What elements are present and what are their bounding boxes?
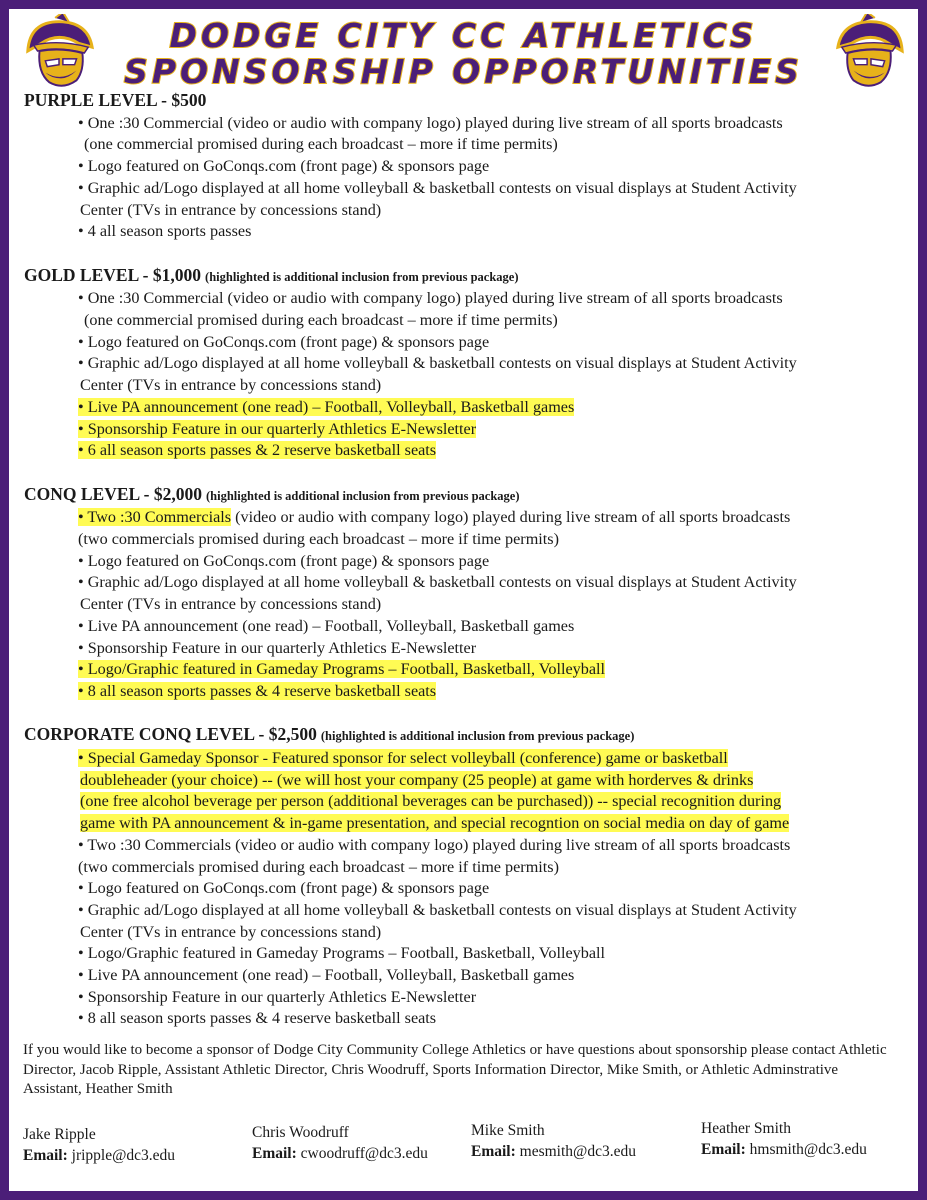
highlighted-text: • Logo/Graphic featured in Gameday Programs – Football, Basketball, Volleyball [78, 660, 606, 679]
benefit-item [24, 507, 904, 529]
benefit-text: (video or audio with company logo) played during live stream of all sports broadcasts [231, 508, 791, 527]
contact-name: Chris Woodruff [252, 1124, 349, 1141]
conquistador-mascot-icon [832, 14, 910, 92]
level-title: GOLD LEVEL - $1,000 [24, 264, 201, 285]
contact-name: Heather Smith [701, 1120, 791, 1137]
benefit-item: (two commercials promised during each broadcast – more if time permits) [78, 857, 559, 876]
contact-card [23, 1124, 175, 1166]
benefit-item: (one commercial promised during each broadcast – more if time permits) [84, 311, 558, 330]
level-note: (highlighted is additional inclusion from previous package) [205, 269, 519, 284]
benefit-item: • Two :30 Commercials (video or audio with company logo) played during live stream of all sports broadcasts [78, 835, 791, 854]
level-title: PURPLE LEVEL - $500 [24, 90, 207, 110]
contact-paragraph: If you would like to become a sponsor of Dodge City Community College Athletics or have questions about sponsorship please contact Athletic Director, Jacob Ripple, Assistant Athletic Director, Chris Woodruff, Sports Information Director, Mike Smith, or Athletic Adminstrative Assistant, Heather Smith [23, 1042, 887, 1097]
benefit-item: • Live PA announcement (one read) – Football, Volleyball, Basketball games [78, 966, 575, 985]
contact-email-row [701, 1139, 867, 1160]
benefit-item: • Graphic ad/Logo displayed at all home volleyball & basketball contests on visual displays at Student Activity [78, 900, 797, 919]
level-heading [24, 724, 904, 748]
contact-card [701, 1118, 867, 1160]
benefit-item: (two commercials promised during each broadcast – more if time permits) [78, 530, 559, 549]
highlighted-text: doubleheader (your choice) -- (we will host your company (25 people) at game with horderves & drinks [80, 770, 754, 789]
benefit-item: • 8 all season sports passes & 4 reserve basketball seats [78, 1009, 437, 1028]
contact-email-row [471, 1141, 636, 1162]
benefit-item [24, 419, 904, 441]
benefit-item: • Live PA announcement (one read) – Football, Volleyball, Basketball games [78, 616, 575, 635]
benefit-item: • Sponsorship Feature in our quarterly Athletics E-Newsletter [78, 987, 477, 1006]
benefit-list [24, 748, 904, 1030]
benefit-item: • Sponsorship Feature in our quarterly Athletics E-Newsletter [78, 638, 477, 657]
benefit-item: Center (TVs in entrance by concessions stand) [80, 376, 382, 395]
level-gold [24, 265, 904, 462]
highlighted-text: • Two :30 Commercials [78, 508, 232, 527]
level-heading [24, 90, 904, 113]
level-purple [24, 90, 904, 243]
contact-email[interactable]: mesmith@dc3.edu [519, 1143, 636, 1160]
email-label: Email: [23, 1147, 68, 1164]
benefit-item [24, 770, 904, 792]
email-label: Email: [701, 1141, 746, 1158]
benefit-item: Center (TVs in entrance by concessions stand) [80, 595, 382, 614]
level-heading [24, 265, 904, 289]
highlighted-text: game with PA announcement & in-game presentation, and special recogntion on social media on day of game [80, 814, 790, 833]
contact-card [252, 1122, 428, 1164]
benefit-item: • Logo featured on GoConqs.com (front page) & sponsors page [78, 879, 490, 898]
highlighted-text: • Sponsorship Feature in our quarterly Athletics E-Newsletter [78, 419, 477, 438]
benefit-list [24, 113, 904, 243]
benefit-item: • One :30 Commercial (video or audio with company logo) played during live stream of all sports broadcasts [78, 113, 783, 132]
benefit-list [24, 507, 904, 702]
benefit-list [24, 288, 904, 462]
page-title-line1: DODGE CITY CC ATHLETICS [169, 16, 758, 55]
benefit-item: Center (TVs in entrance by concessions stand) [80, 200, 382, 219]
benefit-item [24, 681, 904, 703]
page-title-line2: SPONSORSHIP OPPORTUNITIES [124, 52, 803, 91]
highlighted-text: • 8 all season sports passes & 4 reserve basketball seats [78, 681, 437, 700]
benefit-item: • 4 all season sports passes [78, 222, 252, 241]
benefit-item: • Graphic ad/Logo displayed at all home volleyball & basketball contests on visual displays at Student Activity [78, 178, 797, 197]
benefit-item: • Graphic ad/Logo displayed at all home volleyball & basketball contests on visual displays at Student Activity [78, 573, 797, 592]
benefit-item: • Logo featured on GoConqs.com (front page) & sponsors page [78, 332, 490, 351]
header [0, 10, 927, 91]
benefit-item: (one commercial promised during each broadcast – more if time permits) [84, 135, 558, 154]
benefit-item [24, 397, 904, 419]
level-title: CONQ LEVEL - $2,000 [24, 483, 202, 504]
highlighted-text: • Live PA announcement (one read) – Football, Volleyball, Basketball games [78, 397, 575, 416]
email-label: Email: [471, 1143, 516, 1160]
level-conq [24, 484, 904, 703]
contact-email-row [252, 1143, 428, 1164]
benefit-item: • Graphic ad/Logo displayed at all home volleyball & basketball contests on visual displays at Student Activity [78, 354, 797, 373]
level-corporate-conq [24, 724, 904, 1030]
highlighted-text: (one free alcohol beverage per person (additional beverages can be purchased)) -- special recognition during [80, 792, 782, 811]
benefit-item: Center (TVs in entrance by concessions stand) [80, 922, 382, 941]
contact-name: Jake Ripple [23, 1126, 96, 1143]
contact-email-row [23, 1145, 175, 1166]
benefit-item: • Logo featured on GoConqs.com (front page) & sponsors page [78, 157, 490, 176]
level-note: (highlighted is additional inclusion from previous package) [320, 729, 635, 744]
benefit-item [24, 440, 904, 462]
level-title: CORPORATE CONQ LEVEL - $2,500 [24, 724, 317, 745]
contact-card [471, 1120, 636, 1162]
level-note: (highlighted is additional inclusion from previous package) [206, 488, 520, 503]
benefit-item [24, 659, 904, 681]
conquistador-mascot-icon [20, 14, 98, 92]
contact-name: Mike Smith [471, 1122, 545, 1139]
benefit-item: • Logo/Graphic featured in Gameday Programs – Football, Basketball, Volleyball [78, 944, 606, 963]
benefit-item [24, 813, 904, 835]
contact-email[interactable]: jripple@dc3.edu [71, 1147, 176, 1164]
benefit-item: • Logo featured on GoConqs.com (front page) & sponsors page [78, 551, 490, 570]
highlighted-text: • 6 all season sports passes & 2 reserve basketball seats [78, 441, 437, 460]
level-heading [24, 484, 904, 508]
highlighted-text: • Special Gameday Sponsor - Featured sponsor for select volleyball (conference) game or basketball [78, 749, 728, 768]
sponsorship-levels [24, 90, 904, 1052]
benefit-item [24, 748, 904, 770]
contact-email[interactable]: hmsmith@dc3.edu [749, 1141, 867, 1158]
benefit-item: • One :30 Commercial (video or audio with company logo) played during live stream of all sports broadcasts [78, 289, 783, 308]
contact-email[interactable]: cwoodruff@dc3.edu [300, 1145, 428, 1162]
benefit-item [24, 791, 904, 813]
email-label: Email: [252, 1145, 297, 1162]
